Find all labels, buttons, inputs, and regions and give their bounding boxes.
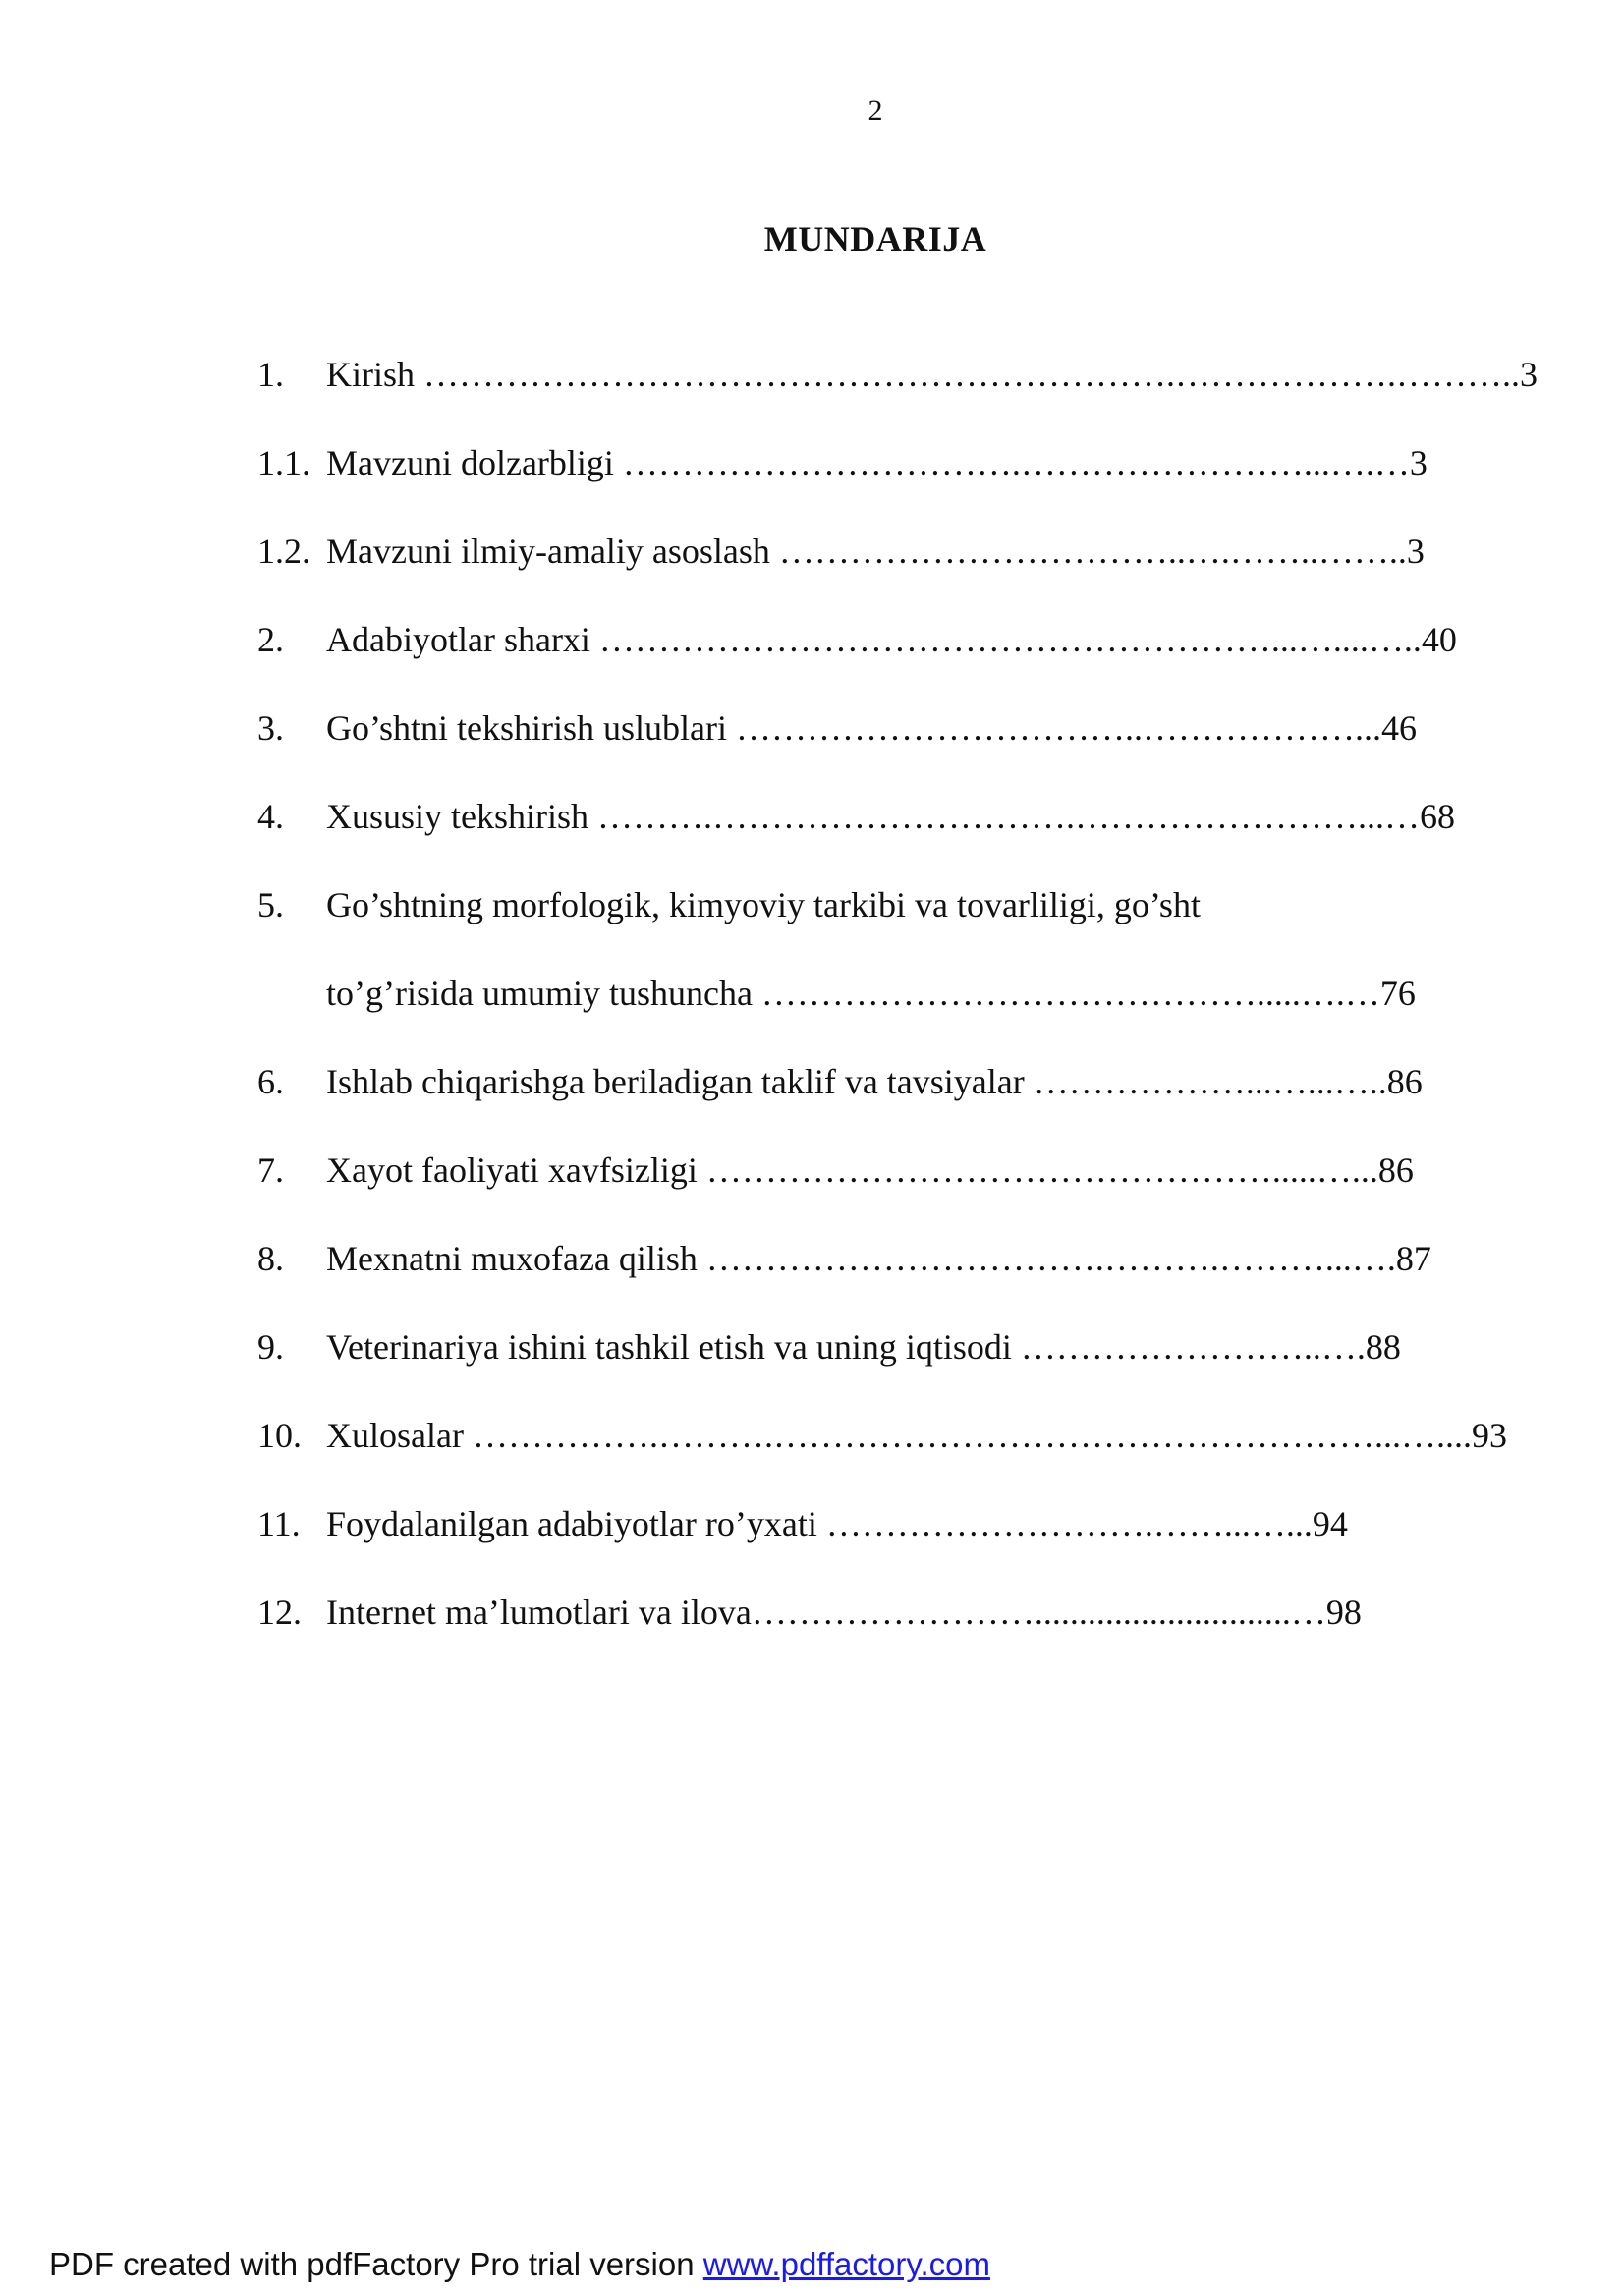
toc-entry <box>257 432 1515 521</box>
toc-entry-number: 9. <box>257 1327 284 1367</box>
toc-entry-number: 3. <box>257 708 284 748</box>
toc-entry-number: 4. <box>257 797 284 836</box>
toc-entry-number: 7. <box>257 1150 284 1190</box>
toc-entry-number: 8. <box>257 1239 284 1278</box>
toc-entry-number: 10. <box>257 1416 302 1455</box>
toc-entry-text: Foydalanilgan adabiyotlar ro’yxati ……………………….……...…...94 <box>326 1504 1348 1543</box>
toc-entry <box>257 1493 1515 1582</box>
toc-entry <box>257 1051 1515 1140</box>
toc-entry-text: Mexnatni muxofaza qilish …………………………….……….………...….87 <box>326 1239 1431 1278</box>
toc-entry-text: to’g’risida umumiy tushuncha …………………………………….....….…76 <box>326 974 1416 1013</box>
toc-entry <box>257 1405 1515 1493</box>
toc-entry <box>257 698 1515 786</box>
toc-entry-number: 1.1. <box>257 443 310 482</box>
toc-entry <box>257 521 1515 609</box>
toc-entry-text: Internet ma’lumotlari va ilova…………………….............................…98 <box>326 1593 1362 1632</box>
toc-entry-number: 5. <box>257 885 284 924</box>
footer-text: PDF created with pdfFactory Pro trial version <box>49 2246 703 2282</box>
toc-entry-number: 1. <box>257 355 284 394</box>
toc-entry-text: Veterinariya ishini tashkil etish va uning iqtisodi ……………………..….88 <box>326 1327 1401 1367</box>
toc-entry <box>257 1228 1515 1316</box>
toc-entry <box>257 874 1515 963</box>
toc-entry-text: Xayot faoliyati xavfsizligi ………………………………………….....…...86 <box>326 1150 1414 1190</box>
toc-entry <box>257 1316 1515 1405</box>
pdf-footer <box>49 2246 990 2283</box>
toc-entry-text: Go’shtning morfologik, kimyoviy tarkibi va tovarliligi, go’sht <box>326 885 1201 924</box>
toc-entry-number: 11. <box>257 1504 301 1543</box>
toc-entry <box>257 1140 1515 1228</box>
toc-entry-number: 12. <box>257 1593 302 1632</box>
toc-entry-number: 6. <box>257 1062 284 1101</box>
toc-entry <box>257 1582 1515 1670</box>
toc-entry <box>257 609 1515 698</box>
footer-link[interactable]: www.pdffactory.com <box>702 2246 990 2282</box>
toc-entry-text: Ishlab chiqarishga beriladigan taklif va tavsiyalar ………………...…...…..86 <box>326 1062 1423 1101</box>
toc-entry-text: Go’shtni tekshirish uslublari ……………………………..………………...46 <box>326 708 1417 748</box>
toc-entry-text: Kirish ……………………………………………………….……………….………..3 <box>326 355 1538 394</box>
toc-entry-text: Xususiy tekshirish ……….………………………….……………………...…68 <box>326 797 1456 836</box>
page-title: MUNDARIJA <box>763 219 987 258</box>
toc-entry <box>257 786 1515 874</box>
toc-entry-number: 1.2. <box>257 532 310 571</box>
toc-entry-text: Adabiyotlar sharxi …………………………………………………...…....…..40 <box>326 620 1457 659</box>
table-of-contents <box>257 344 1538 1670</box>
toc-entry-text: Mavzuni dolzarbligi …………………………….……………………...….…3 <box>326 443 1428 482</box>
page-number: 2 <box>868 94 883 127</box>
toc-entry-number: 2. <box>257 620 284 659</box>
toc-entry-text: Xulosalar …………….……….……………………………………………...…....93 <box>326 1416 1507 1455</box>
toc-entry <box>257 344 1538 432</box>
toc-entry-continuation <box>257 963 1515 1051</box>
toc-entry-text: Mavzuni ilmiy-amaliy asoslash ……………………………..….……..……..3 <box>326 532 1425 571</box>
